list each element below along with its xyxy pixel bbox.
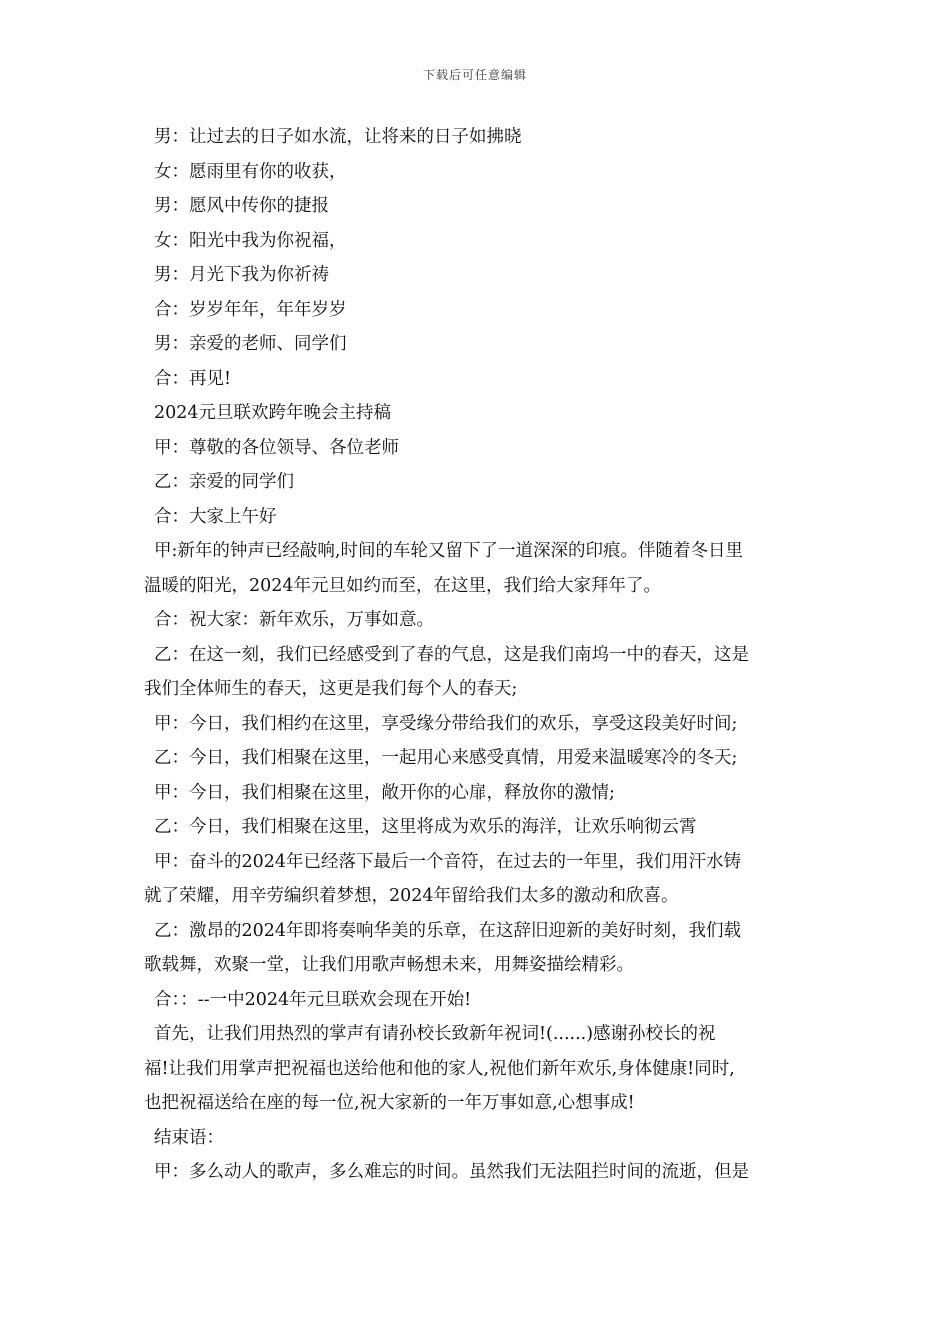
text-line: 甲：奋斗的2024年已经落下最后一个音符，在过去的一年里，我们用汗水铸 (154, 851, 742, 872)
text-line: 福!让我们用掌声把祝福也送给他和他的家人,祝他们新年欢乐,身体健康!同时, (144, 1058, 735, 1079)
text-line: 就了荣耀，用辛劳编织着梦想，2024年留给我们太多的激动和欣喜。 (144, 886, 679, 906)
text-line: 甲：多么动人的歌声，多么难忘的时间。虽然我们无法阻拦时间的流逝，但是 (154, 1162, 749, 1182)
text-line: 乙：今日，我们相聚在这里，这里将成为欢乐的海洋，让欢乐响彻云霄 (154, 817, 697, 837)
text-line: 男：亲爱的老师、同学们 (154, 334, 347, 354)
text-line: 男：愿风中传你的捷报 (154, 196, 329, 216)
text-line: 男：月光下我为你祈祷 (154, 265, 329, 285)
text-line: 男：让过去的日子如水流，让将来的日子如拂晓 (154, 127, 522, 147)
text-line: 甲:新年的钟声已经敲响,时间的车轮又留下了一道深深的印痕。伴随着冬日里 (154, 541, 743, 561)
text-line: 合：：--一中2024年元旦联欢会现在开始! (154, 989, 472, 1010)
text-line: 结束语： (154, 1127, 224, 1148)
text-line: 乙：亲爱的同学们 (154, 472, 294, 492)
document-body (144, 120, 808, 1190)
text-line: 也把祝福送给在座的每一位,祝大家新的一年万事如意,心想事成! (144, 1093, 635, 1113)
text-line: 我们全体师生的春天，这更是我们每个人的春天; (144, 679, 518, 699)
text-line: 温暖的阳光，2024年元旦如约而至，在这里，我们给大家拜年了。 (144, 575, 662, 596)
text-line: 合：再见! (154, 368, 232, 389)
text-line: 甲：今日，我们相约在这里，享受缘分带给我们的欢乐，享受这段美好时间; (154, 713, 738, 734)
text-line: 合：岁岁年年，年年岁岁 (154, 299, 347, 320)
text-line: 乙：激昂的2024年即将奏响华美的乐章，在这辞旧迎新的美好时刻，我们载 (154, 920, 742, 941)
text-line: 歌载舞，欢聚一堂，让我们用歌声畅想未来，用舞姿描绘精彩。 (144, 955, 634, 975)
text-line: 合：祝大家：新年欢乐，万事如意。 (154, 610, 434, 630)
text-line: 乙：在这一刻，我们已经感受到了春的气息，这是我们南坞一中的春天，这是 (154, 644, 749, 665)
text-line: 乙：今日，我们相聚在这里，一起用心来感受真情，用爱来温暖寒冷的冬天; (154, 748, 738, 768)
text-line: 2024元旦联欢跨年晚会主持稿 (154, 403, 392, 423)
page-header: 下载后可任意编辑 (422, 68, 527, 82)
text-line: 甲：尊敬的各位领导、各位老师 (154, 437, 399, 458)
text-line: 甲：今日，我们相聚在这里，敞开你的心扉，释放你的激情; (154, 782, 615, 803)
text-line: 女：愿雨里有你的收获， (154, 161, 347, 182)
text-line: 合：大家上午好 (154, 506, 277, 527)
text-line: 女：阳光中我为你祝福， (154, 230, 347, 251)
text-line: 首先，让我们用热烈的掌声有请孙校长致新年祝词!(......)感谢孙校长的祝 (154, 1024, 716, 1044)
